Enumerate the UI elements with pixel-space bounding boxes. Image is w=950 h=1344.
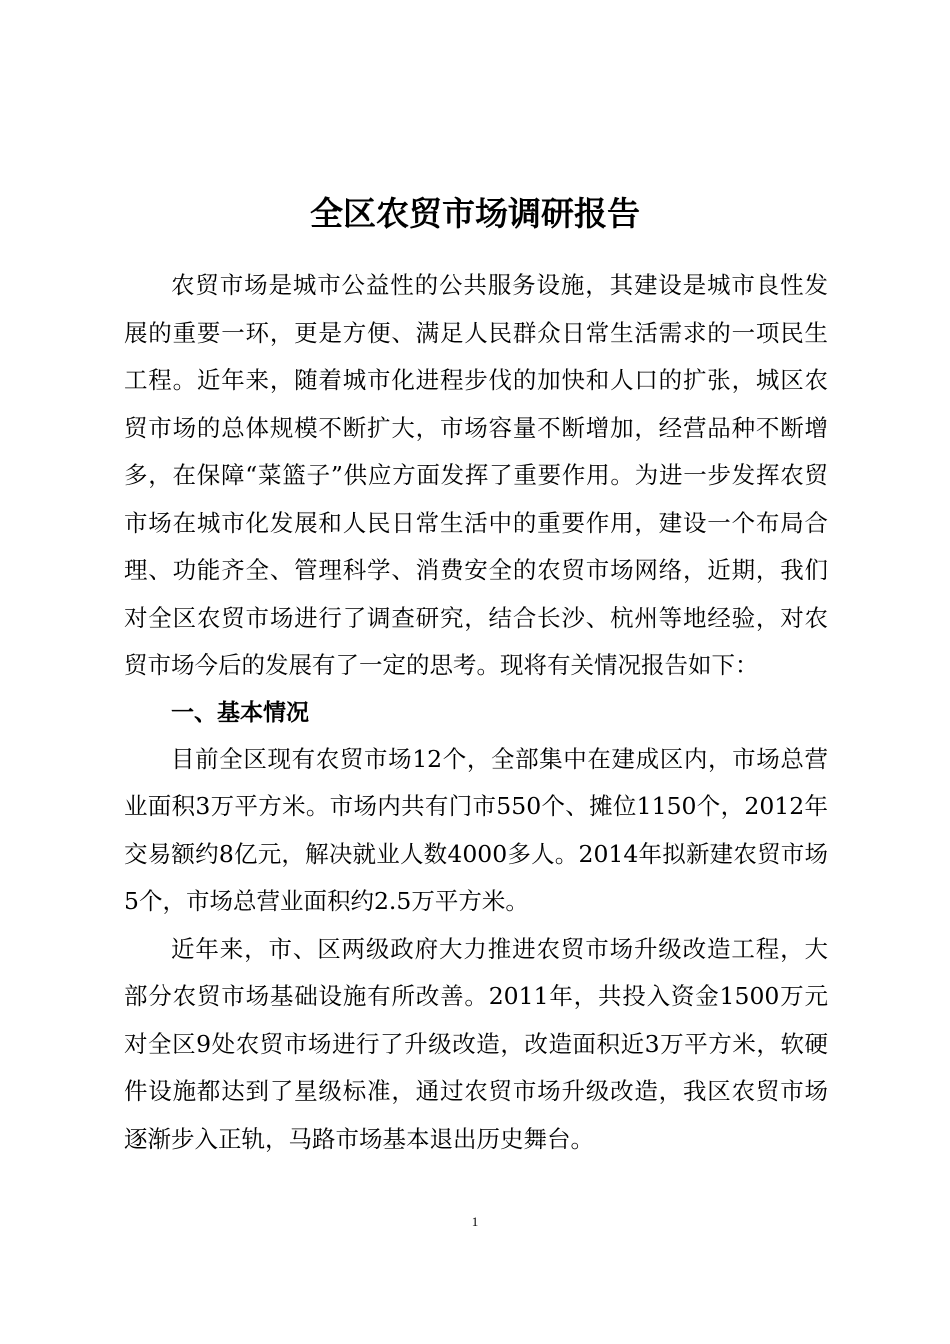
basic-situation-paragraph-2: 近年来，市、区两级政府大力推进农贸市场升级改造工程，大部分农贸市场基础设施有所改善。2011年，共投入资金1500万元对全区9处农贸市场进行了升级改造，改造面积近3万平方米，软硬件设施都达到了星级标准，通过农贸市场升级改造，我区农贸市场逐渐步入正轨，马路市场基本退出历史舞台。 <box>124 934 828 1153</box>
intro-paragraph: 农贸市场是城市公益性的公共服务设施，其建设是城市良性发展的重要一环，更是方便、满足人民群众日常生活需求的一项民生工程。近年来，随着城市化进程步伐的加快和人口的扩张，城区农贸市场的总体规模不断扩大，市场容量不断增加，经营品种不断增多，在保障“菜篮子”供应方面发挥了重要作用。为进一步发挥农贸市场在城市化发展和人民日常生活中的重要作用，建设一个布局合理、功能齐全、管理科学、消费安全的农贸市场网络，近期，我们对全区农贸市场进行了调查研究，结合长沙、杭州等地经验，对农贸市场今后的发展有了一定的思考。现将有关情况报告如下： <box>124 271 828 679</box>
document-title: 全区农贸市场调研报告 <box>310 194 640 234</box>
document-body <box>124 262 828 1163</box>
section-heading-basic-situation: 一、基本情况 <box>171 699 309 726</box>
page-number: 1 <box>471 1214 479 1229</box>
basic-situation-paragraph-1: 目前全区现有农贸市场12个，全部集中在建成区内，市场总营业面积3万平方米。市场内共有门市550个、摊位1150个，2012年交易额约8亿元，解决就业人数4000多人。2014年拟新建农贸市场5个，市场总营业面积约2.5万平方米。 <box>124 744 828 915</box>
